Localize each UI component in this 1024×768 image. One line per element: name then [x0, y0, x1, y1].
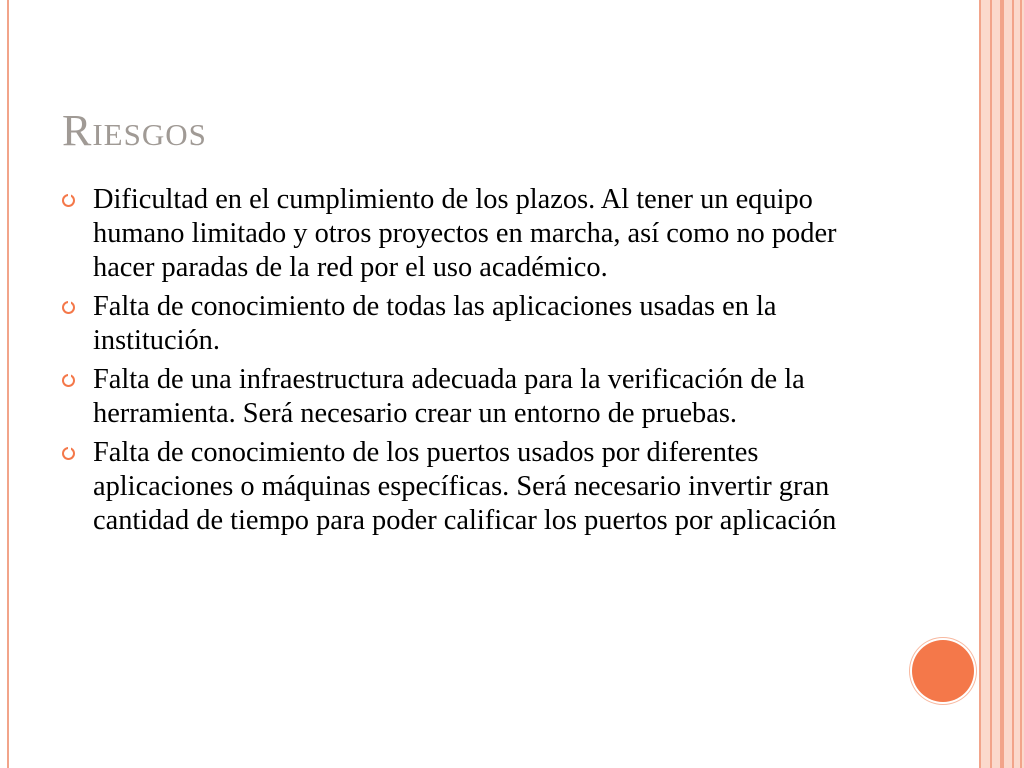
- bullet-text: Falta de conocimiento de todas las aplicaciones usadas en la institución.: [93, 291, 777, 356]
- slide-title: Riesgos: [62, 106, 207, 155]
- bullet-ring-icon: [62, 194, 75, 207]
- bullet-item: [62, 290, 862, 358]
- bullet-text: Dificultad en el cumplimiento de los plazos. Al tener un equipo humano limitado y otros proyectos en marcha, así como no poder hacer paradas de la red por el uso académico.: [93, 184, 837, 283]
- accent-circle: [912, 640, 974, 702]
- right-stripe: [990, 0, 992, 768]
- bullet-item: [62, 436, 862, 538]
- left-border-line: [7, 0, 9, 768]
- right-stripe: [979, 0, 981, 768]
- right-stripe: [1020, 0, 1022, 768]
- bullet-ring-icon: [62, 447, 75, 460]
- bullet-text: Falta de una infraestructura adecuada para la verificación de la herramienta. Será necesario crear un entorno de pruebas.: [93, 364, 805, 429]
- bullet-list: [62, 183, 862, 543]
- bullet-text: Falta de conocimiento de los puertos usados por diferentes aplicaciones o máquinas específicas. Será necesario invertir gran cantidad de tiempo para poder calificar los puertos por aplicación: [93, 437, 837, 536]
- bullet-ring-icon: [62, 301, 75, 314]
- bullet-item: [62, 183, 862, 285]
- bullet-item: [62, 363, 862, 431]
- right-stripe: [1012, 0, 1014, 768]
- bullet-ring-icon: [62, 374, 75, 387]
- right-stripe: [1000, 0, 1004, 768]
